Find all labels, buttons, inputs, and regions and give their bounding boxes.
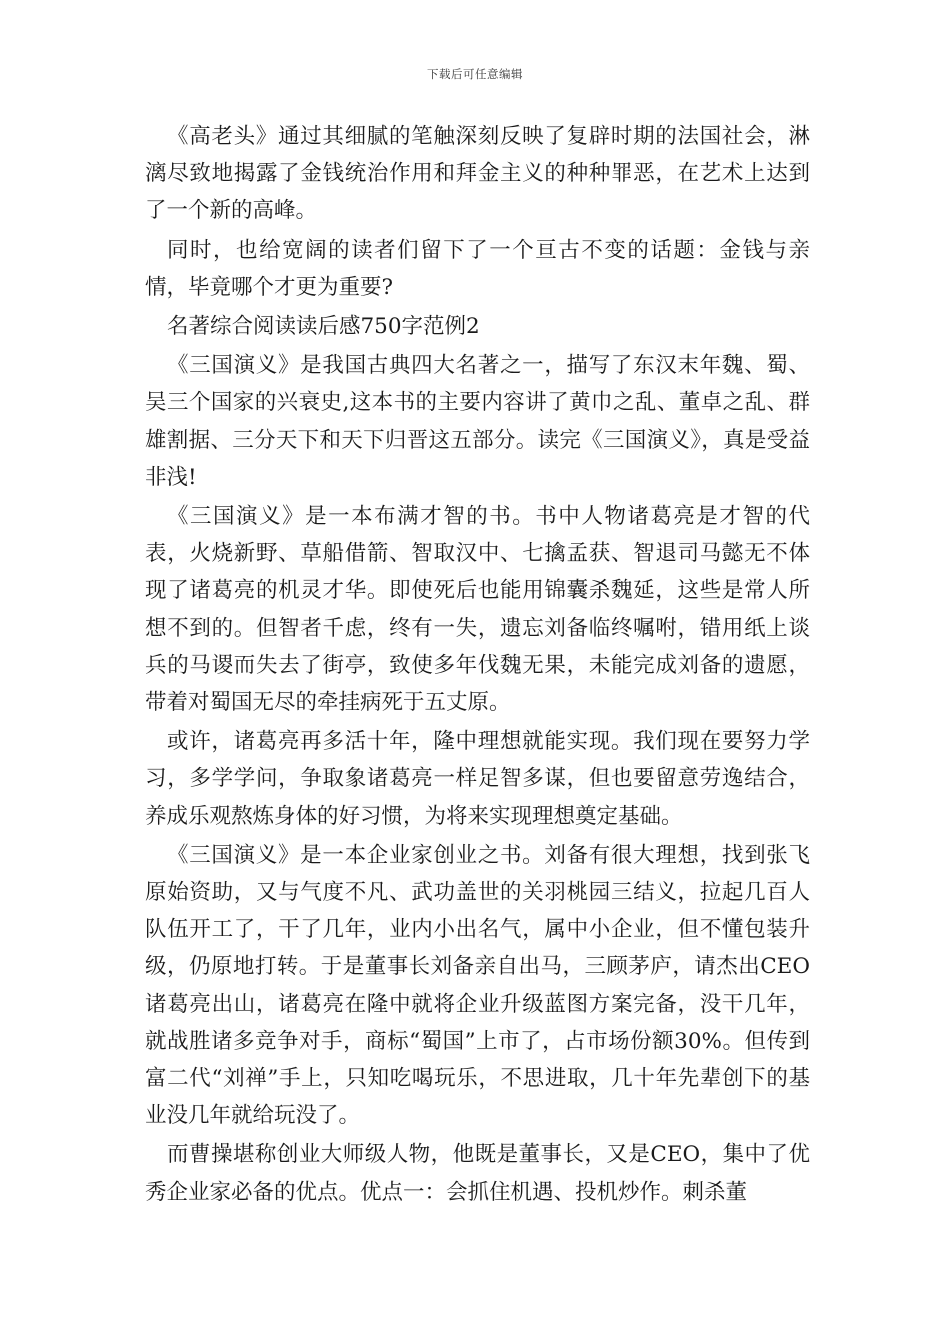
- paragraph-1: 《高老头》通过其细腻的笔触深刻反映了复辟时期的法国社会，淋漓尽致地揭露了金钱统治作用和拜金主义的种种罪恶，在艺术上达到了一个新的高峰。: [145, 124, 810, 224]
- paragraph-3: 《三国演义》是我国古典四大名著之一，描写了东汉末年魏、蜀、吴三个国家的兴衰史,这本书的主要内容讲了黄巾之乱、董卓之乱、群雄割据、三分天下和天下归晋这五部分。读完《三国演义》，真是受益非浅!: [145, 353, 810, 490]
- page-header-note: 下载后可任意编辑: [427, 67, 523, 81]
- section-heading: 名著综合阅读读后感750字范例2: [167, 314, 480, 340]
- paragraph-2: 同时，也给宽阔的读者们留下了一个亘古不变的话题：金钱与亲情，毕竟哪个才更为重要?: [145, 237, 810, 300]
- paragraph-7: 而曹操堪称创业大师级人物，他既是董事长，又是CEO，集中了优秀企业家必备的优点。优点一：会抓住机遇、投机炒作。刺杀董: [145, 1142, 810, 1205]
- paragraph-6: 《三国演义》是一本企业家创业之书。刘备有很大理想，找到张飞原始资助，又与气度不凡、武功盖世的关羽桃园三结义，拉起几百人队伍开工了，干了几年，业内小出名气，属中小企业，但不懂包装升级，仍原地打转。于是董事长刘备亲自出马，三顾茅庐，请杰出CEO诸葛亮出山，诸葛亮在隆中就将企业升级蓝图方案完备，没干几年，就战胜诸多竞争对手，商标“蜀国”上市了，占市场份额30%。但传到富二代“刘禅”手上，只知吃喝玩乐，不思进取，几十年先辈创下的基业没几年就给玩没了。: [145, 842, 810, 1129]
- paragraph-5: 或许，诸葛亮再多活十年，隆中理想就能实现。我们现在要努力学习，多学学问，争取象诸葛亮一样足智多谋，但也要留意劳逸结合，养成乐观熬炼身体的好习惯，为将来实现理想奠定基础。: [145, 729, 810, 829]
- article-body: [145, 118, 810, 1213]
- paragraph-4: 《三国演义》是一本布满才智的书。书中人物诸葛亮是才智的代表，火烧新野、草船借箭、智取汉中、七擒孟获、智退司马懿无不体现了诸葛亮的机灵才华。即使死后也能用锦囊杀魏延，这些是常人所想不到的。但智者千虑，终有一失，遗忘刘备临终嘱咐，错用纸上谈兵的马谡而失去了街亭，致使多年伐魏无果，未能完成刘备的遗愿，带着对蜀国无尽的牵挂病死于五丈原。: [145, 504, 810, 716]
